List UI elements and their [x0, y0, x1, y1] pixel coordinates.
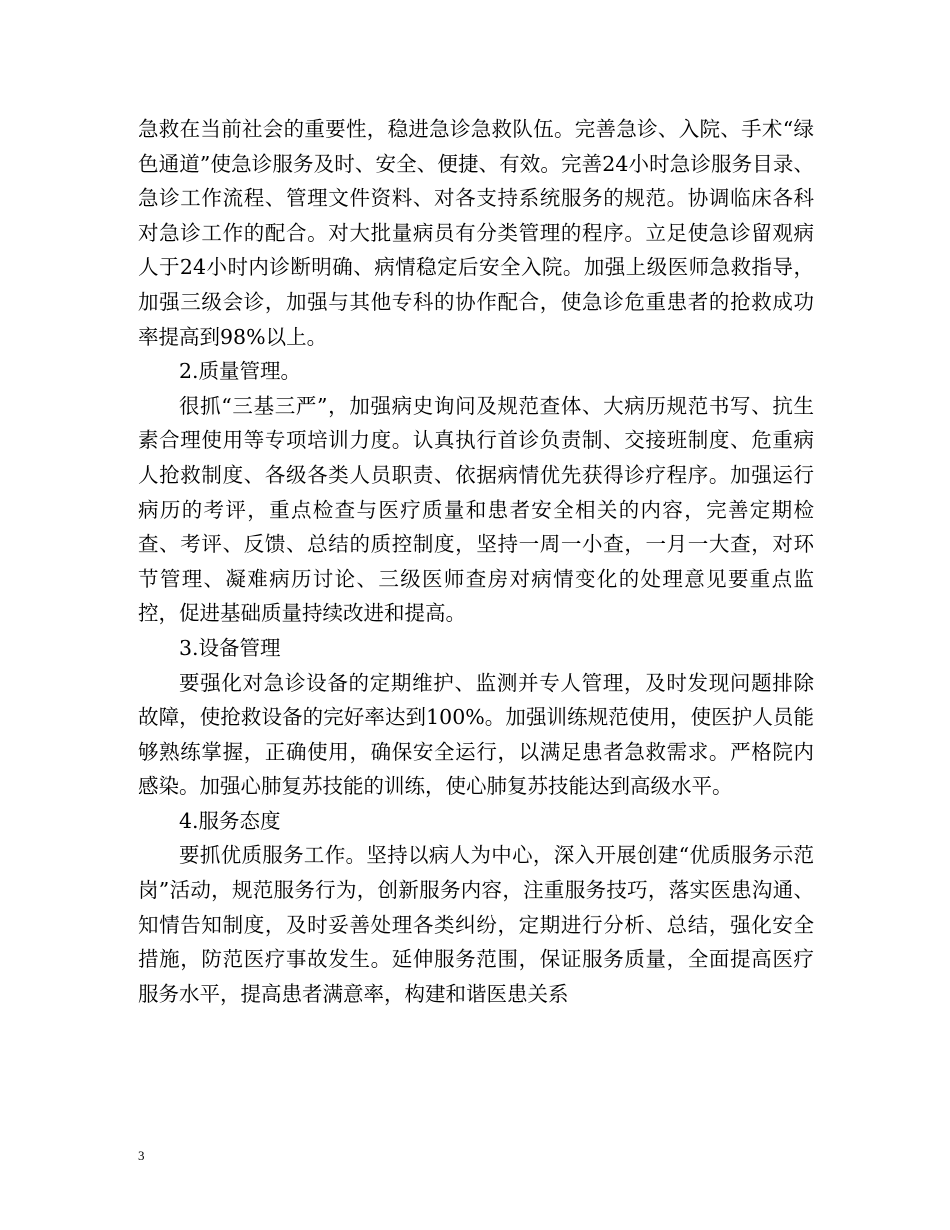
document-body — [138, 112, 814, 1011]
paragraph-equipment-management: 要强化对急诊设备的定期维护、监测并专人管理，及时发现问题排除故障，使抢救设备的完好率达到100%。加强训练规范使用，使医护人员能够熟练掌握，正确使用，确保安全运行，以满足患者急救需求。严格院内感染。加强心肺复苏技能的训练，使心肺复苏技能达到高级水平。 — [138, 670, 814, 799]
paragraph-service-attitude: 要抓优质服务工作。坚持以病人为中心，深入开展创建“优质服务示范岗”活动，规范服务行为，创新服务内容，注重服务技巧，落实医患沟通、知情告知制度，及时妥善处理各类纠纷，定期进行分析、总结，强化安全措施，防范医疗事故发生。延伸服务范围，保证服务质量，全面提高医疗服务水平，提高患者满意率，构建和谐医患关系 — [138, 843, 814, 1006]
section-heading-service-attitude: 4.服务态度 — [179, 808, 281, 833]
page-number: 3 — [138, 1148, 145, 1163]
section-heading-quality-management: 2.质量管理。 — [179, 359, 302, 384]
paragraph-emergency-care: 急救在当前社会的重要性，稳进急诊急救队伍。完善急诊、入院、手术“绿色通道”使急诊服务及时、安全、便捷、有效。完善24小时急诊服务目录、急诊工作流程、管理文件资料、对各支持系统服务的规范。协调临床各科对急诊工作的配合。对大批量病员有分类管理的程序。立足使急诊留观病人于24小时内诊断明确、病情稳定后安全入院。加强上级医师急救指导，加强三级会诊，加强与其他专科的协作配合，使急诊危重患者的抢救成功率提高到98%以上。 — [138, 117, 814, 349]
section-heading-equipment-management: 3.设备管理 — [179, 635, 281, 660]
paragraph-quality-management: 很抓“三基三严”，加强病史询问及规范查体、大病历规范书写、抗生素合理使用等专项培训力度。认真执行首诊负责制、交接班制度、危重病人抢救制度、各级各类人员职责、依据病情优先获得诊疗程序。加强运行病历的考评，重点检查与医疗质量和患者安全相关的内容，完善定期检查、考评、反馈、总结的质控制度，坚持一周一小查，一月一大查，对环节管理、凝难病历讨论、三级医师查房对病情变化的处理意见要重点监控，促进基础质量持续改进和提高。 — [138, 393, 814, 626]
